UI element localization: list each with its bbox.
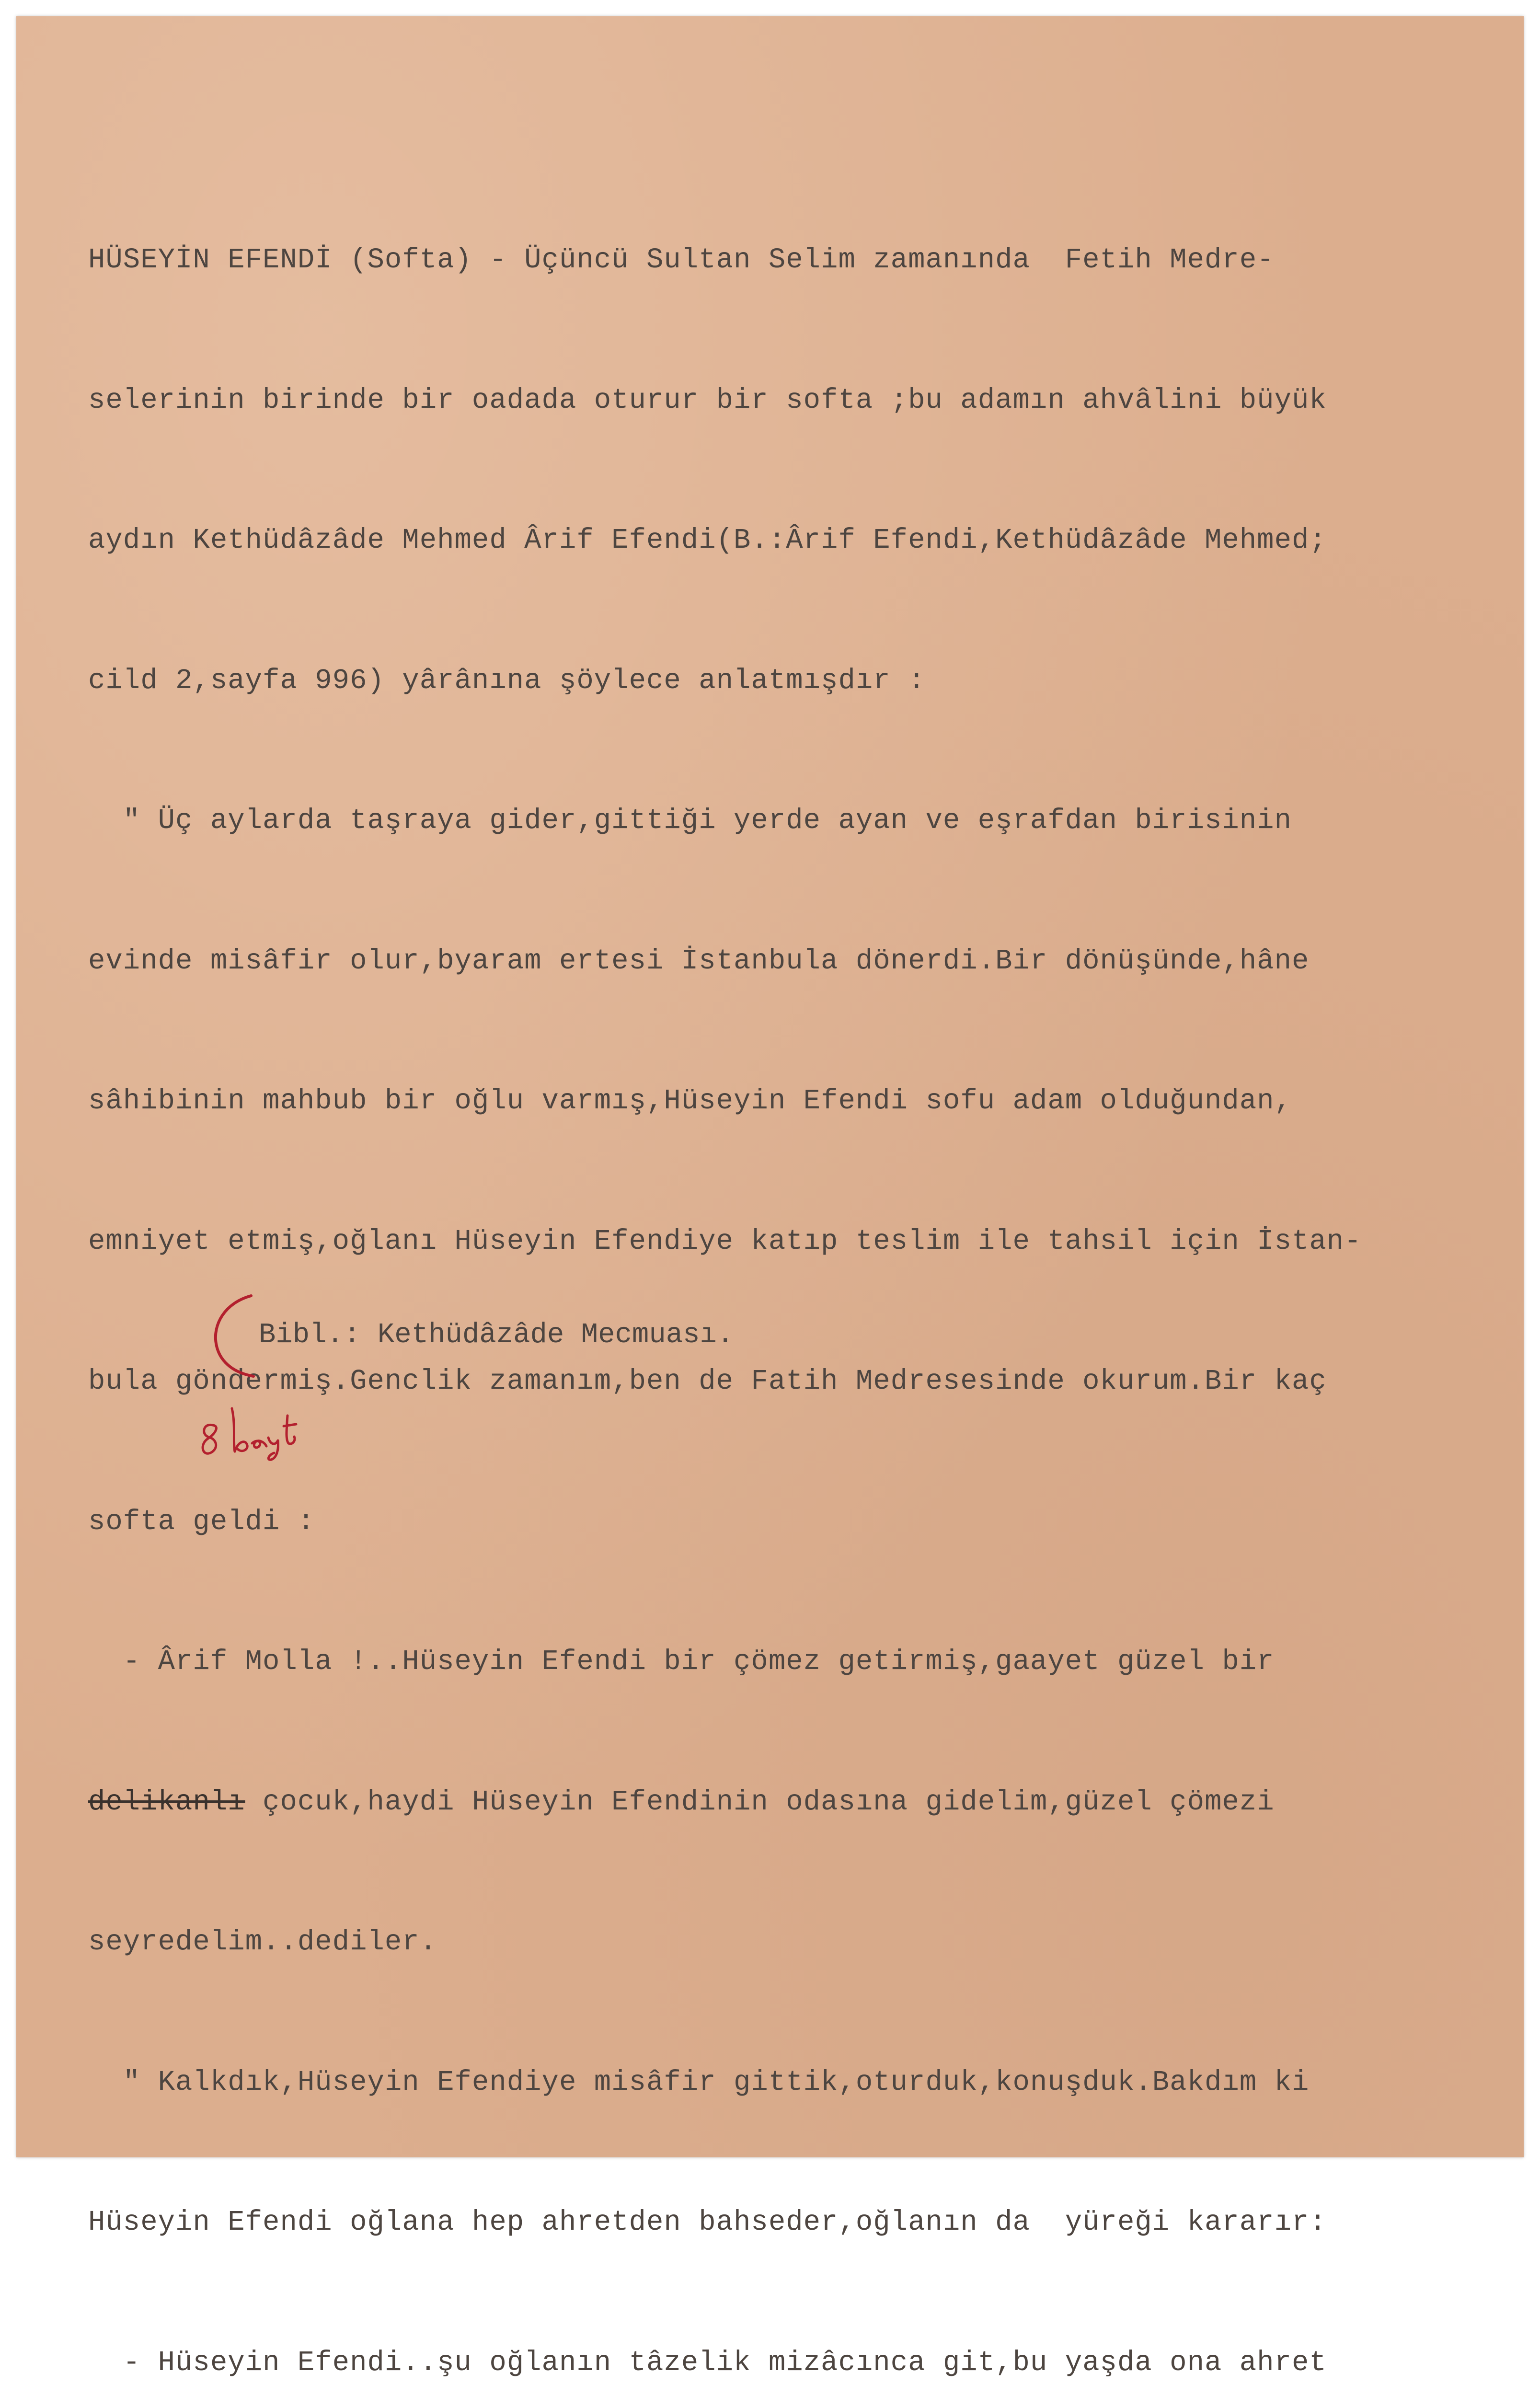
typed-body (88, 143, 1521, 2396)
text-line-remainder: çocuk,haydi Hüseyin Efendinin odasına gidelim,güzel çömezi (245, 1785, 1275, 1818)
text-line: seyredelim..dediler. (88, 1926, 437, 1958)
text-line: aydın Kethüdâzâde Mehmed Ârif Efendi(B.:Ârif Efendi,Kethüdâzâde Mehmed; (88, 524, 1327, 556)
text-line: " Üç aylarda taşraya gider,gittiği yerde ayan ve eşrafdan birisinin (88, 805, 1292, 837)
text-line: - Ârif Molla !..Hüseyin Efendi bir çömez getirmiş,gaayet güzel bir (88, 1646, 1275, 1678)
text-line: softa geldi : (88, 1505, 315, 1538)
struck-out-word: delikanlı (88, 1785, 245, 1818)
text-line: HÜSEYİN EFENDİ (Softa) - Üçüncü Sultan Selim zamanında Fetih Medre- (88, 244, 1275, 276)
red-bracket-mark (206, 1291, 263, 1382)
text-line: " Kalkdık,Hüseyin Efendiye misâfir gittik,oturduk,konuşduk.Bakdım ki (88, 2066, 1310, 2098)
bibliography-note: Bibl.: Kethüdâzâde Mecmuası. (259, 1319, 734, 1351)
typescript-page (16, 16, 1524, 2379)
text-line: Hüseyin Efendi oğlana hep ahretden bahseder,oğlanın da yüreği kararır: (88, 2206, 1327, 2238)
text-line-with-strikeout (88, 1779, 1521, 1826)
text-line: selerinin birinde bir oadada oturur bir softa ;bu adamın ahvâlini büyük (88, 384, 1327, 416)
text-line: evinde misâfir olur,byaram ertesi İstanbula dönerdi.Bir dönüşünde,hâne (88, 945, 1310, 977)
text-line: bula göndermiş.Genclik zamanım,ben de Fatih Medresesinde okurum.Bir kaç (88, 1365, 1327, 1397)
handwritten-note-8-beyt (194, 1396, 323, 1463)
text-line: - Hüseyin Efendi..şu oğlanın tâzelik mizâcınca git,bu yaşda ona ahret (88, 2346, 1327, 2379)
text-line: emniyet etmiş,oğlanı Hüseyin Efendiye katıp teslim ile tahsil için İstan- (88, 1225, 1362, 1257)
text-line: sâhibinin mahbub bir oğlu varmış,Hüseyin Efendi sofu adam olduğundan, (88, 1085, 1292, 1117)
text-line: cild 2,sayfa 996) yârânına şöylece anlatmışdır : (88, 664, 926, 697)
